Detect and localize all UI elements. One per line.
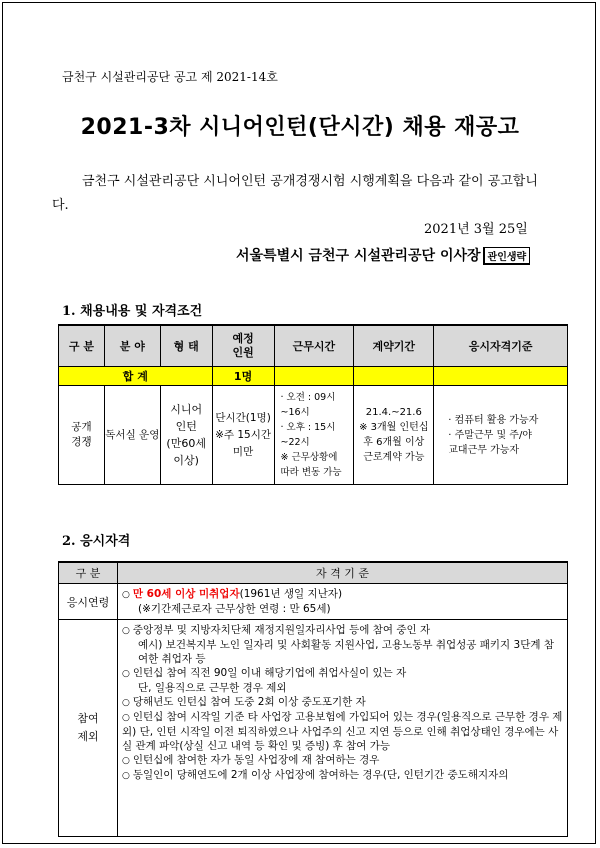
section1-title: 1. 채용내용 및 자격조건 (62, 304, 203, 319)
circle-bullet-icon: ○ (122, 771, 130, 781)
col-header: 응시자격기준 (434, 325, 568, 367)
table-header-row (59, 325, 568, 367)
total-empty (434, 367, 568, 386)
table-row (59, 584, 568, 620)
issuer (236, 245, 530, 265)
exclusion-item: 인턴십 참여 직전 90일 이내 해당기업에 취업사실이 있는 자 (132, 667, 407, 679)
exclusion-item: 당해년도 인턴십 참여 도중 2회 이상 중도포기한 자 (132, 696, 366, 708)
total-empty (354, 367, 434, 386)
col-header: 자 격 기 준 (118, 562, 568, 584)
notice-number: 금천구 시설관리공단 공고 제 2021-14호 (62, 70, 278, 84)
exclusion-detail: 단, 일용직으로 근무한 경우 제외 (138, 682, 287, 694)
circle-bullet-icon: ○ (122, 713, 130, 723)
age-note: (※기간제근로자 근무상한 연령 : 만 65세) (138, 603, 331, 615)
table-header-row (59, 562, 568, 584)
col-header: 계약기간 (354, 325, 434, 367)
eligibility-table (58, 561, 568, 837)
cell-headcount: 단시간(1명) ※주 15시간 미만 (212, 386, 274, 485)
cell-requirements: · 컴퓨터 활용 가능자 · 주말근무 및 주/야 교대근무 가능자 (434, 386, 568, 485)
col-header: 구 분 (59, 325, 105, 367)
circle-bullet-icon: ○ (122, 626, 130, 636)
exclusion-item: 인턴십에 참여한 자가 동일 사업장에 재 참여하는 경우 (132, 754, 380, 766)
total-row (59, 367, 568, 386)
exclusion-item: 동일인이 당해연도에 2개 이상 사업장에 참여하는 경우(단, 인턴기간 중도해지자의 (132, 769, 509, 781)
total-label: 합 계 (59, 367, 213, 386)
exclusion-label: 참여 제외 (59, 620, 118, 837)
recruitment-table (58, 324, 568, 485)
col-header: 예정 인원 (212, 325, 274, 367)
table-row (59, 620, 568, 837)
cell-field: 독서실 운영 (104, 386, 160, 485)
circle-bullet-icon: ○ (122, 590, 130, 600)
cell-hours: · 오전 : 09시~16시 · 오후 : 15시~22시 ※ 근무상황에 따라 변동 가능 (274, 386, 354, 485)
cell-type: 시니어 인턴 (만60세 이상) (160, 386, 212, 485)
exclusion-item: 인턴십 참여 시작일 기준 타 사업장 고용보험에 가입되어 있는 경우(일용직으로 근무한 경우 제외) 단, 인턴 시작일 이전 퇴직하였으나 사업주의 신고 지연 등으로 인해 취업상태인 경우에는 사실 관계 파악(상실 신고 내역 등 확인 및 증빙) 후 참여 가능 (122, 711, 563, 752)
section2-title: 2. 응시자격 (62, 534, 131, 549)
total-empty (274, 367, 354, 386)
issuer-name: 서울특별시 금천구 시설관리공단 이사장 (236, 248, 481, 264)
col-header: 근무시간 (274, 325, 354, 367)
intro-text: 금천구 시설관리공단 시니어인턴 공개경쟁시험 시행계획을 다음과 같이 공고합니다. (52, 174, 538, 213)
circle-bullet-icon: ○ (122, 698, 130, 708)
seal-stamp: 관인생략 (483, 247, 531, 265)
exclusion-item: 중앙정부 및 지방자치단체 재정지원일자리사업 등에 참여 중인 자 (132, 624, 431, 636)
total-count: 1명 (212, 367, 274, 386)
circle-bullet-icon: ○ (122, 756, 130, 766)
age-rest: (1961년 생일 지난자) (239, 588, 343, 600)
circle-bullet-icon: ○ (122, 669, 130, 679)
exclusion-detail: 예시) 보건복지부 노인 일자리 및 사회활동 지원사업, 고용노동부 취업성공 패키지 3단계 참여한 취업자 등 (138, 639, 554, 665)
table-row (59, 386, 568, 485)
col-header: 분 야 (104, 325, 160, 367)
notice-date: 2021년 3월 25일 (424, 222, 528, 237)
col-header: 형 태 (160, 325, 212, 367)
exclusion-criteria (118, 620, 568, 837)
age-label: 응시연령 (59, 584, 118, 620)
age-criteria (118, 584, 568, 620)
age-highlight: 만 60세 이상 미취업자 (132, 588, 240, 600)
cell-category: 공개 경쟁 (59, 386, 105, 485)
page-title: 2021-3차 시니어인턴(단시간) 채용 재공고 (80, 115, 520, 140)
cell-period: 21.4.~21.6 ※ 3개월 인턴십 후 6개월 이상 근로계약 가능 (354, 386, 434, 485)
col-header: 구 분 (59, 562, 118, 584)
